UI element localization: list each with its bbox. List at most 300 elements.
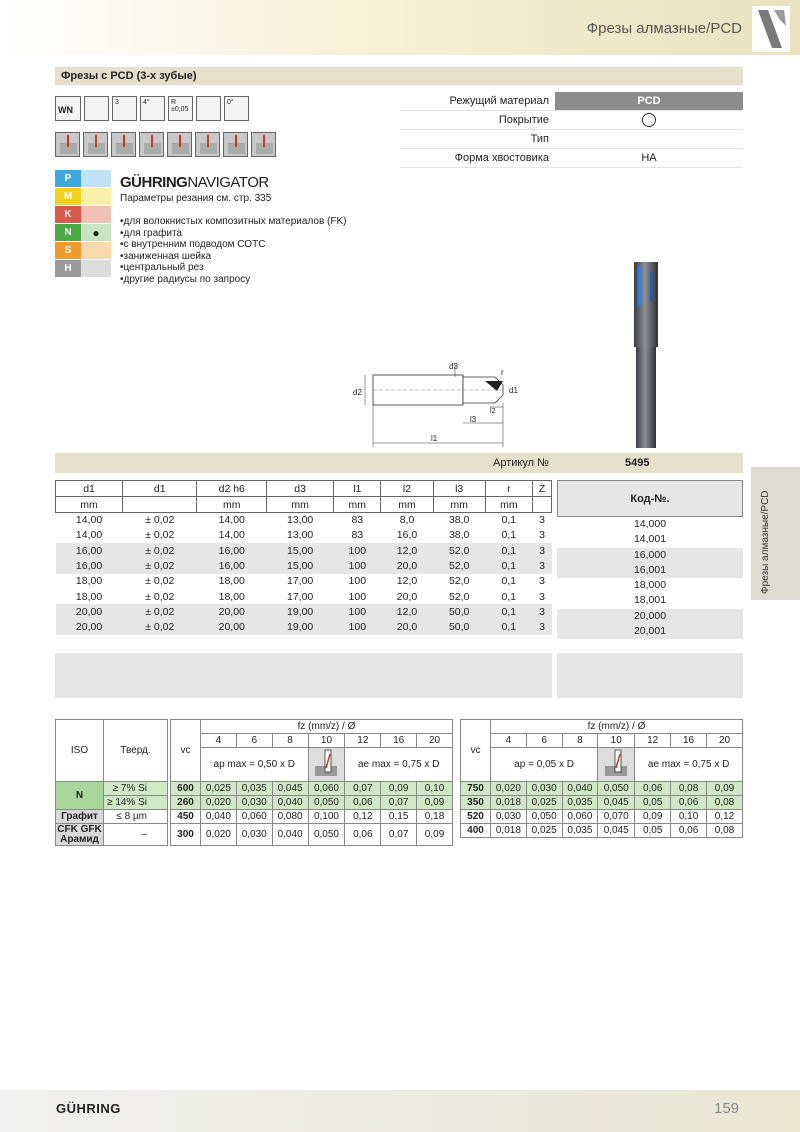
table-cell: ± 0,02 [123,589,197,604]
table-row[interactable] [56,513,552,528]
table-cell: 18,00 [56,574,123,589]
vc-cell: 450 [171,810,201,824]
cutting-row[interactable] [56,824,453,846]
dims-header-cell: l3 [433,481,485,497]
coolant-icon [84,96,109,121]
vc-cell: 350 [461,796,491,810]
table-cell: 3 [532,513,551,528]
table-cell: 3 [532,574,551,589]
fz-cell: 0,06 [635,782,671,796]
fz-cell: 0,045 [598,796,635,810]
wn-standard-label: WN [58,105,73,115]
spec-label: Покрытие [498,114,549,126]
table-row[interactable] [56,604,552,619]
table-cell: 18,00 [197,589,267,604]
table-cell: 20,00 [56,604,123,619]
ae-label: ae max = 0,75 x D [635,748,743,782]
fz-cell: 0,045 [272,782,308,796]
material-group: Графит [56,810,104,824]
fz-cell: 0,020 [491,782,527,796]
flutes-icon [112,96,137,121]
feature-icons-row [55,96,249,121]
table-cell: 8,0 [381,513,433,528]
label-d2: d2 [353,388,362,397]
table-cell: 15,00 [267,543,334,558]
code-number[interactable]: 18,001 [557,593,743,608]
iso-letter: K [55,206,81,223]
fz-cell: 0,06 [345,796,381,810]
ap-label: ap max = 0,50 x D [201,748,309,782]
feature-item: • центральный рез [120,262,346,274]
fz-cell: 0,09 [635,810,671,824]
fz-cell: 0,025 [526,824,562,838]
fz-cell: 0,030 [236,824,272,846]
dims-unit-cell: mm [381,497,433,513]
ae-label: ae max = 0,75 x D [345,748,453,782]
side-milling-icon [308,748,345,782]
table-cell: 0,1 [485,574,532,589]
table-cell: 100 [334,543,381,558]
diameter-cell: 6 [526,734,562,748]
feature-item: • заниженная шейка [120,251,346,263]
fz-cell: 0,040 [201,810,237,824]
fz-cell: 0,06 [345,824,381,846]
dims-unit-cell: mm [56,497,123,513]
article-bar [55,453,743,473]
dimensions-table-filler [55,653,552,698]
table-cell: 83 [334,528,381,543]
label-l3: l3 [470,415,477,424]
table-cell: 3 [532,604,551,619]
navigator-subtitle: Параметры резания см. стр. 335 [120,193,272,204]
table-cell: 100 [334,574,381,589]
table-cell: 12,0 [381,604,433,619]
article-label: Артикул № [493,457,549,469]
diameter-cell: 4 [201,734,237,748]
iso-letter: H [55,260,81,277]
dims-header-cell: Z [532,481,551,497]
side-tab-label: Фрезы алмазные/PCD [760,490,771,594]
spec-row [400,92,743,111]
table-cell: 16,00 [56,543,123,558]
fz-cell: 0,09 [417,824,453,846]
table-cell: 38,0 [433,528,485,543]
fz-cell: 0,18 [417,810,453,824]
vc-cell: 400 [461,824,491,838]
table-cell: 52,0 [433,558,485,573]
dims-unit-cell: mm [267,497,334,513]
helix-angle-icon [140,96,165,121]
cut-header-row [461,720,743,734]
cutting-row[interactable] [461,796,743,810]
table-cell: 3 [532,543,551,558]
table-cell: ± 0,02 [123,543,197,558]
helix-angle-label: 4° [143,99,150,106]
material-group: N [56,782,104,810]
table-row[interactable] [56,543,552,558]
iso-letter: M [55,188,81,205]
fz-cell: 0,070 [598,810,635,824]
feature-item: • для волокнистых композитных материалов (FK) [120,216,346,228]
code-column-header: Код-№. [557,480,743,517]
diameter-cell: 20 [707,734,743,748]
helical-icon [167,132,192,157]
diameter-row [461,734,743,748]
iso-suitability: ● [81,224,111,241]
table-cell: 50,0 [433,604,485,619]
cutting-row[interactable] [56,782,453,796]
feature-item: • с внутренним подводом СОТС [120,239,346,251]
table-cell: 12,0 [381,543,433,558]
diameter-cell: 8 [272,734,308,748]
face-milling-icon [598,748,635,782]
drilling-icon [223,132,248,157]
table-cell: 100 [334,589,381,604]
feature-item: • для графита [120,228,346,240]
table-cell: 3 [532,528,551,543]
fz-cell: 0,07 [381,796,417,810]
fz-cell: 0,10 [671,810,707,824]
table-cell: 19,00 [267,620,334,635]
vc-cell: 750 [461,782,491,796]
fz-cell: 0,040 [562,782,598,796]
fz-cell: 0,050 [308,796,345,810]
ap-label: ap = 0,05 x D [491,748,598,782]
fz-cell: 0,020 [201,796,237,810]
fz-cell: 0,045 [598,824,635,838]
wn-standard-icon [55,96,81,121]
table-cell: 52,0 [433,543,485,558]
iso-row-p [55,170,111,188]
fz-cell: 0,080 [272,810,308,824]
table-cell: 0,1 [485,513,532,528]
fz-cell: 0,040 [272,796,308,810]
table-row[interactable] [56,558,552,573]
fz-cell: 0,06 [671,796,707,810]
tolerance-icon [196,96,221,121]
table-cell: 17,00 [267,574,334,589]
fz-cell: 0,07 [345,782,381,796]
vc-header: vc [461,720,491,782]
table-cell: 100 [334,604,381,619]
table-cell: 20,00 [56,620,123,635]
label-l2: l2 [490,408,496,415]
table-cell: 50,0 [433,620,485,635]
code-number[interactable]: 16,000 [557,548,743,563]
fz-cell: 0,12 [345,810,381,824]
hardness-cell: ≥ 14% Si [104,796,168,810]
code-number[interactable]: 14,001 [557,532,743,547]
fz-cell: 0,060 [236,810,272,824]
section-side-tab[interactable] [751,467,800,600]
table-cell: 12,0 [381,574,433,589]
fz-header: fz (mm/z) / Ø [201,720,453,734]
fz-cell: 0,06 [671,824,707,838]
fz-cell: 0,035 [562,824,598,838]
iso-material-column [55,170,111,278]
table-row[interactable] [56,574,552,589]
iso-header: ISO [56,720,104,782]
table-cell: 83 [334,513,381,528]
table-cell: ± 0,02 [123,604,197,619]
feature-list [120,216,346,286]
dims-unit-cell: mm [197,497,267,513]
spec-row [400,149,743,168]
diameter-cell: 12 [635,734,671,748]
end-mill-photo [628,262,664,448]
iso-row-m [55,188,111,206]
table-cell: 14,00 [56,528,123,543]
table-cell: 13,00 [267,513,334,528]
table-cell: 15,00 [267,558,334,573]
label-d3: d3 [449,362,458,371]
iso-row-n [55,224,111,242]
diameter-cell: 8 [562,734,598,748]
fz-cell: 0,05 [635,824,671,838]
diameter-cell: 16 [381,734,417,748]
table-cell: 19,00 [267,604,334,619]
diameter-cell: 10 [308,734,345,748]
table-cell: 52,0 [433,589,485,604]
hardness-header: Тверд. [104,720,168,782]
vc-cell: 260 [171,796,201,810]
ramping-icon [83,132,108,157]
fz-cell: 0,040 [272,824,308,846]
table-cell: 0,1 [485,528,532,543]
fz-cell: 0,08 [671,782,707,796]
hardness-cell: ≥ 7% Si [104,782,168,796]
dims-header-cell: d3 [267,481,334,497]
cutting-row[interactable] [461,810,743,824]
fz-cell: 0,050 [308,824,345,846]
iso-letter: N [55,224,81,241]
table-cell: 100 [334,558,381,573]
dims-header-cell: l1 [334,481,381,497]
application-icons-row [55,132,276,157]
material-group: CFK GFK Арамид [57,823,102,845]
spec-value [555,130,743,148]
diamond-tool-logo-icon [752,6,790,52]
profiling-icon [195,132,220,157]
table-cell: 0,1 [485,604,532,619]
radius-icon [168,96,193,121]
code-number[interactable]: 16,001 [557,563,743,578]
diameter-cell: 20 [417,734,453,748]
fz-cell: 0,030 [236,796,272,810]
fz-cell: 0,15 [381,810,417,824]
hardness-cell: ≤ 8 µm [104,810,168,824]
cutting-data-left-table [55,719,453,846]
dims-unit-row [56,497,552,513]
iso-row-k [55,206,111,224]
table-cell: 52,0 [433,574,485,589]
label-l1: l1 [431,434,438,443]
dims-header-cell: l2 [381,481,433,497]
fz-cell: 0,018 [491,796,527,810]
table-row[interactable] [56,589,552,604]
product-title-bar [55,67,743,85]
fz-cell: 0,09 [417,796,453,810]
vc-cell: 600 [171,782,201,796]
table-cell: 0,1 [485,620,532,635]
vc-cell: 300 [171,824,201,846]
spec-row [400,111,743,130]
label-d1: d1 [509,386,518,395]
article-number: 5495 [625,457,650,469]
fz-cell: 0,025 [201,782,237,796]
iso-letter: S [55,242,81,259]
fz-cell: 0,020 [201,824,237,846]
table-cell: 18,00 [197,574,267,589]
code-column [557,517,743,639]
table-cell: 20,0 [381,589,433,604]
table-cell: 13,00 [267,528,334,543]
fz-cell: 0,035 [562,796,598,810]
dimensions-table [55,480,552,635]
spec-label: Тип [530,133,549,145]
table-cell: 18,00 [56,589,123,604]
label-r: r [501,368,504,377]
dims-unit-cell [532,497,551,513]
table-cell: 0,1 [485,589,532,604]
guhring-logo: GÜHRING [56,1101,121,1116]
point-angle-label: 0° [227,99,234,106]
table-cell: 100 [334,620,381,635]
spec-value: HA [641,152,657,164]
code-number[interactable]: 20,000 [557,609,743,624]
diameter-cell: 12 [345,734,381,748]
table-cell: 3 [532,620,551,635]
table-cell: ± 0,02 [123,574,197,589]
table-cell: 20,00 [197,604,267,619]
dims-unit-cell: mm [485,497,532,513]
table-cell: 3 [532,558,551,573]
fz-cell: 0,018 [491,824,527,838]
code-number[interactable]: 14,000 [557,517,743,532]
cutting-row[interactable] [56,810,453,824]
fz-cell: 0,08 [707,796,743,810]
dims-header-cell: r [485,481,532,497]
cutting-row[interactable] [461,782,743,796]
fz-cell: 0,030 [526,782,562,796]
iso-row-s [55,242,111,260]
table-cell: 16,00 [197,543,267,558]
iso-suitability [81,170,111,187]
hardness-cell: – [104,824,168,846]
section-title: Фрезы алмазные/PCD [586,20,742,37]
table-cell: 17,00 [267,589,334,604]
code-number[interactable]: 18,000 [557,578,743,593]
iso-suitability [81,242,111,259]
fz-header: fz (mm/z) / Ø [491,720,743,734]
spec-value: PCD [555,92,743,110]
dims-header-cell: d1 [56,481,123,497]
coating-none-icon [555,111,743,129]
fz-cell: 0,07 [381,824,417,846]
product-title: Фрезы с PCD (3-х зубые) [61,70,197,82]
iso-suitability [81,206,111,223]
spec-table [400,92,743,168]
table-cell: 0,1 [485,543,532,558]
dims-unit-cell: mm [334,497,381,513]
flutes-label: 3 [115,99,119,106]
table-cell: 38,0 [433,513,485,528]
table-row[interactable] [56,620,552,635]
diameter-cell: 10 [598,734,635,748]
table-cell: 14,00 [197,528,267,543]
dims-unit-cell [123,497,197,513]
code-column-filler [557,653,743,698]
table-cell: ± 0,02 [123,558,197,573]
spec-label: Режущий материал [449,95,549,107]
table-cell: 0,1 [485,558,532,573]
contouring-icon [139,132,164,157]
fz-cell: 0,050 [526,810,562,824]
cutting-row[interactable] [461,824,743,838]
fz-cell: 0,09 [381,782,417,796]
tool-dimension-drawing [345,355,525,450]
slotting-icon [55,132,80,157]
finishing-icon [251,132,276,157]
cut-header-row [56,720,453,734]
engagement-row [461,748,743,782]
table-cell: ± 0,02 [123,528,197,543]
dims-header-cell: d2 h6 [197,481,267,497]
fz-cell: 0,025 [526,796,562,810]
table-cell: 16,0 [381,528,433,543]
iso-suitability [81,260,111,277]
fz-cell: 0,060 [562,810,598,824]
dims-unit-cell: mm [433,497,485,513]
table-cell: 3 [532,589,551,604]
table-cell: 14,00 [56,513,123,528]
page-number: 159 [714,1100,740,1117]
table-cell: 16,00 [197,558,267,573]
fz-cell: 0,12 [707,810,743,824]
table-cell: ± 0,02 [123,513,197,528]
table-row[interactable] [56,528,552,543]
fz-cell: 0,050 [598,782,635,796]
feature-item: • другие радиусы по запросу [120,274,346,286]
iso-suitability [81,188,111,205]
table-cell: 20,0 [381,558,433,573]
plunging-icon [111,132,136,157]
code-number[interactable]: 20,001 [557,624,743,639]
cutting-data-right-table [460,719,743,838]
dims-header-row [56,481,552,497]
table-cell: 20,0 [381,620,433,635]
guhring-navigator-logo: GÜHRINGNAVIGATOR [120,174,269,191]
table-cell: ± 0,02 [123,620,197,635]
radius-label: R ±0,05 [171,99,189,113]
fz-cell: 0,030 [491,810,527,824]
fz-cell: 0,09 [707,782,743,796]
spec-row [400,130,743,149]
table-cell: 20,00 [197,620,267,635]
diameter-cell: 4 [491,734,527,748]
fz-cell: 0,10 [417,782,453,796]
point-angle-icon [224,96,249,121]
cutting-row[interactable] [56,796,453,810]
fz-cell: 0,05 [635,796,671,810]
table-cell: 14,00 [197,513,267,528]
iso-letter: P [55,170,81,187]
fz-cell: 0,060 [308,782,345,796]
fz-cell: 0,100 [308,810,345,824]
vc-header: vc [171,720,201,782]
vc-cell: 520 [461,810,491,824]
fz-cell: 0,035 [236,782,272,796]
